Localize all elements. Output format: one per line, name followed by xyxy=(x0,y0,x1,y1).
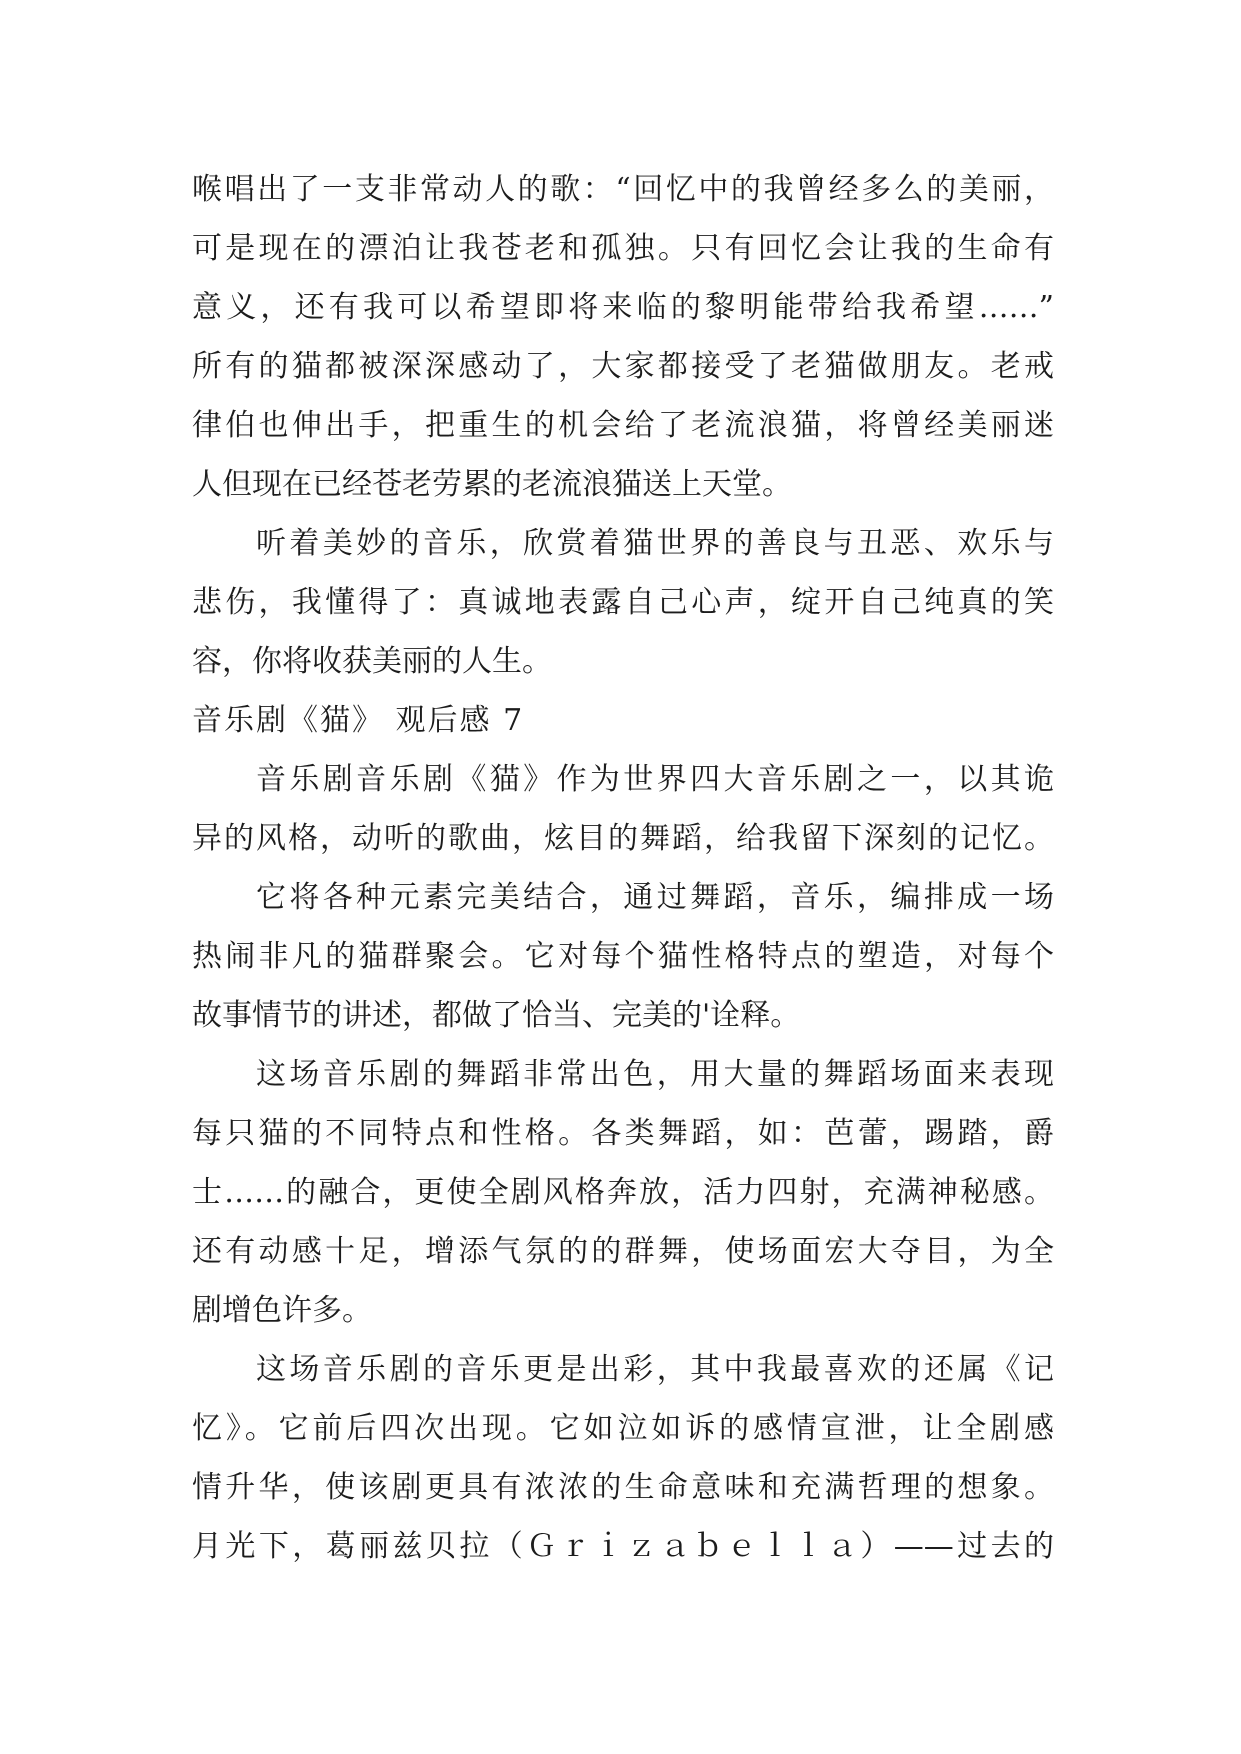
paragraph-first-line: 这场音乐剧的舞蹈非常出色，用大量的舞蹈场面来表现 xyxy=(256,1057,1054,1092)
text-line: 还有动感十足，增添气氛的的群舞，使场面宏大夺目，为全 xyxy=(192,1234,1054,1269)
paragraph-first-line: 这场音乐剧的音乐更是出彩，其中我最喜欢的还属《记 xyxy=(256,1352,1054,1387)
text-line: 士……的融合，更使全剧风格奔放，活力四射，充满神秘感。 xyxy=(192,1175,1054,1210)
text-line: 喉唱出了一支非常动人的歌：“回忆中的我曾经多么的美丽， xyxy=(192,172,1054,207)
text-line: 剧增色许多。 xyxy=(192,1293,372,1328)
text-line: 每只猫的不同特点和性格。各类舞蹈，如：芭蕾，踢踏，爵 xyxy=(192,1116,1054,1151)
text-line: 忆》。它前后四次出现。它如泣如诉的感情宣泄，让全剧感 xyxy=(192,1411,1054,1446)
text-line: 悲伤，我懂得了：真诚地表露自己心声，绽开自己纯真的笑 xyxy=(192,585,1054,620)
text-line: 热闹非凡的猫群聚会。它对每个猫性格特点的塑造，对每个 xyxy=(192,939,1054,974)
text-line: 律伯也伸出手，把重生的机会给了老流浪猫，将曾经美丽迷 xyxy=(192,408,1054,443)
text-line: 情升华，使该剧更具有浓浓的生命意味和充满哲理的想象。 xyxy=(192,1470,1054,1505)
text-line: 故事情节的讲述，都做了恰当、完美的'诠释。 xyxy=(192,998,801,1033)
text-line: 异的风格，动听的歌曲，炫目的舞蹈，给我留下深刻的记忆。 xyxy=(192,821,1054,856)
section-heading: 音乐剧《猫》 观后感 7 xyxy=(192,703,525,738)
text-line: 人但现在已经苍老劳累的老流浪猫送上天堂。 xyxy=(192,467,792,502)
text-line: 意义，还有我可以希望即将来临的黎明能带给我希望……” xyxy=(192,290,1054,325)
paragraph-first-line: 它将各种元素完美结合，通过舞蹈，音乐，编排成一场 xyxy=(256,880,1054,915)
text-line: 所有的猫都被深深感动了，大家都接受了老猫做朋友。老戒 xyxy=(192,349,1054,384)
text-line: 月光下，葛丽兹贝拉（Ｇｒｉｚａｂｅｌｌａ）——过去的 xyxy=(192,1529,1054,1564)
document-body xyxy=(192,160,1054,1576)
paragraph-first-line: 听着美妙的音乐，欣赏着猫世界的善良与丑恶、欢乐与 xyxy=(256,526,1054,561)
paragraph-first-line: 音乐剧音乐剧《猫》作为世界四大音乐剧之一，以其诡 xyxy=(256,762,1054,797)
text-line: 容，你将收获美丽的人生。 xyxy=(192,644,552,679)
text-line: 可是现在的漂泊让我苍老和孤独。只有回忆会让我的生命有 xyxy=(192,231,1054,266)
